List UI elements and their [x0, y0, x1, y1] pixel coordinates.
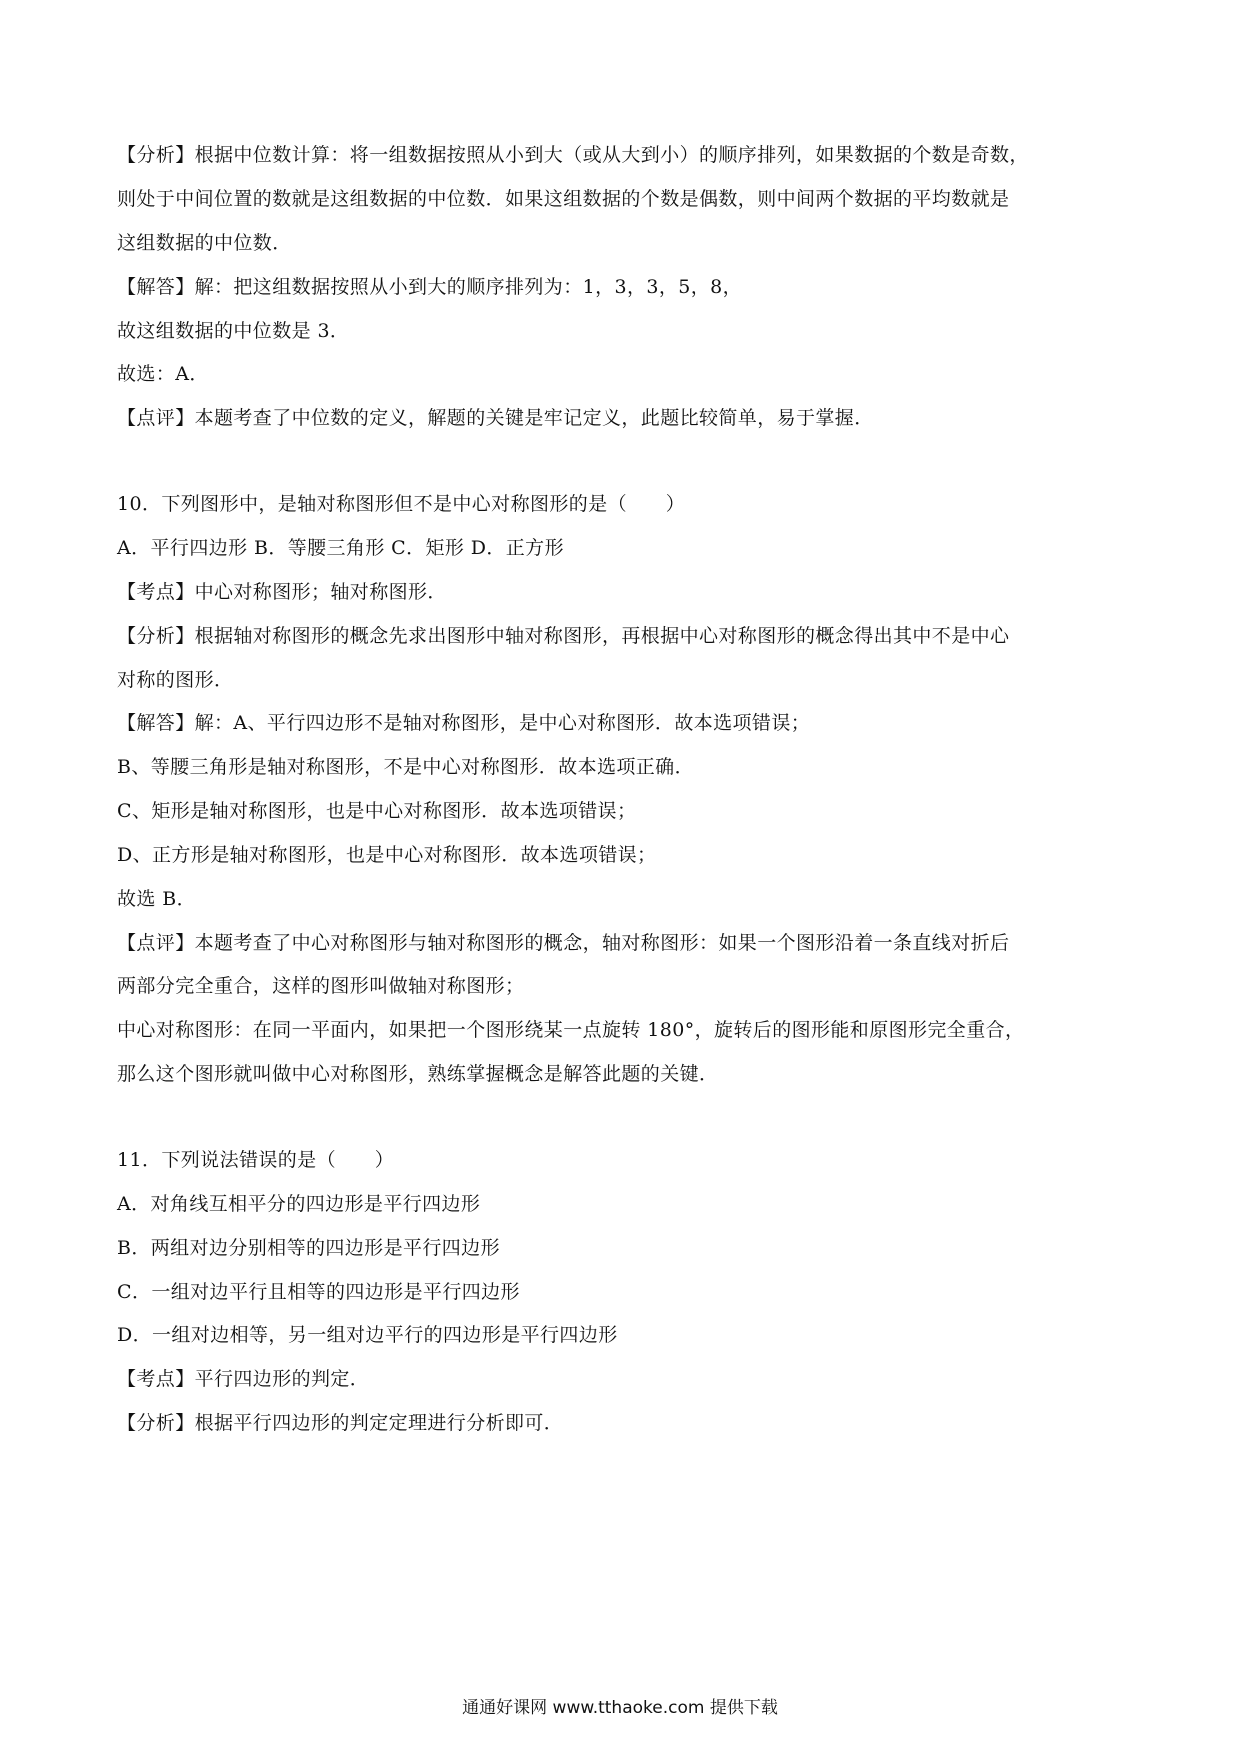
q10-solution-line-3: C、矩形是轴对称图形，也是中心对称图形．故本选项错误；: [117, 800, 637, 822]
q10-solution-line-1: 【解答】解：A、平行四边形不是轴对称图形，是中心对称图形．故本选项错误；: [117, 712, 811, 734]
q10-analysis-line-1: 【分析】根据轴对称图形的概念先求出图形中轴对称图形，再根据中心对称图形的概念得出其中不是中心: [117, 625, 1010, 647]
q9-solution-line-2: 故这组数据的中位数是 3．: [117, 320, 350, 342]
q10-options: A．平行四边形 B．等腰三角形 C．矩形 D．正方形: [117, 537, 564, 559]
q9-analysis-line-1: 【分析】根据中位数计算：将一组数据按照从小到大（或从大到小）的顺序排列，如果数据的个数是奇数，: [117, 144, 1029, 166]
q10-solution-line-2: B、等腰三角形是轴对称图形，不是中心对称图形．故本选项正确．: [117, 756, 694, 778]
page-footer: 通通好课网 www.tthaoke.com 提供下载: [462, 1698, 778, 1718]
q11-point: 【考点】平行四边形的判定．: [117, 1368, 370, 1390]
q10-comment-line-1: 【点评】本题考查了中心对称图形与轴对称图形的概念，轴对称图形：如果一个图形沿着一条直线对折后: [117, 932, 1010, 954]
q10-question: 10．下列图形中，是轴对称图形但不是中心对称图形的是（ ）: [117, 493, 686, 515]
q10-comment-line-2: 两部分完全重合，这样的图形叫做轴对称图形；: [117, 975, 525, 997]
q11-question: 11．下列说法错误的是（ ）: [117, 1149, 395, 1171]
q10-comment-line-4: 那么这个图形就叫做中心对称图形，熟练掌握概念是解答此题的关键．: [117, 1063, 719, 1085]
q11-option-d: D．一组对边相等，另一组对边平行的四边形是平行四边形: [117, 1324, 618, 1346]
q11-option-c: C．一组对边平行且相等的四边形是平行四边形: [117, 1281, 520, 1303]
q11-option-b: B．两组对边分别相等的四边形是平行四边形: [117, 1237, 500, 1259]
q11-analysis: 【分析】根据平行四边形的判定定理进行分析即可．: [117, 1412, 564, 1434]
q10-point: 【考点】中心对称图形；轴对称图形．: [117, 581, 447, 603]
q10-solution-line-4: D、正方形是轴对称图形，也是中心对称图形．故本选项错误；: [117, 844, 657, 866]
q9-comment-line-1: 【点评】本题考查了中位数的定义，解题的关键是牢记定义，此题比较简单，易于掌握．: [117, 407, 874, 429]
q10-solution-line-5: 故选 B．: [117, 888, 197, 910]
q10-analysis-line-2: 对称的图形．: [117, 669, 234, 691]
q9-solution-line-1: 【解答】解：把这组数据按照从小到大的顺序排列为：1，3，3，5，8，: [117, 276, 743, 298]
q10-comment-line-3: 中心对称图形：在同一平面内，如果把一个图形绕某一点旋转 180°，旋转后的图形能和原图形完全重合，: [117, 1019, 1025, 1041]
q11-option-a: A．对角线互相平分的四边形是平行四边形: [117, 1193, 481, 1215]
q9-analysis-line-2: 则处于中间位置的数就是这组数据的中位数．如果这组数据的个数是偶数，则中间两个数据的平均数就是: [117, 188, 1010, 210]
q9-analysis-line-3: 这组数据的中位数．: [117, 232, 292, 254]
q9-solution-line-3: 故选：A．: [117, 363, 209, 385]
